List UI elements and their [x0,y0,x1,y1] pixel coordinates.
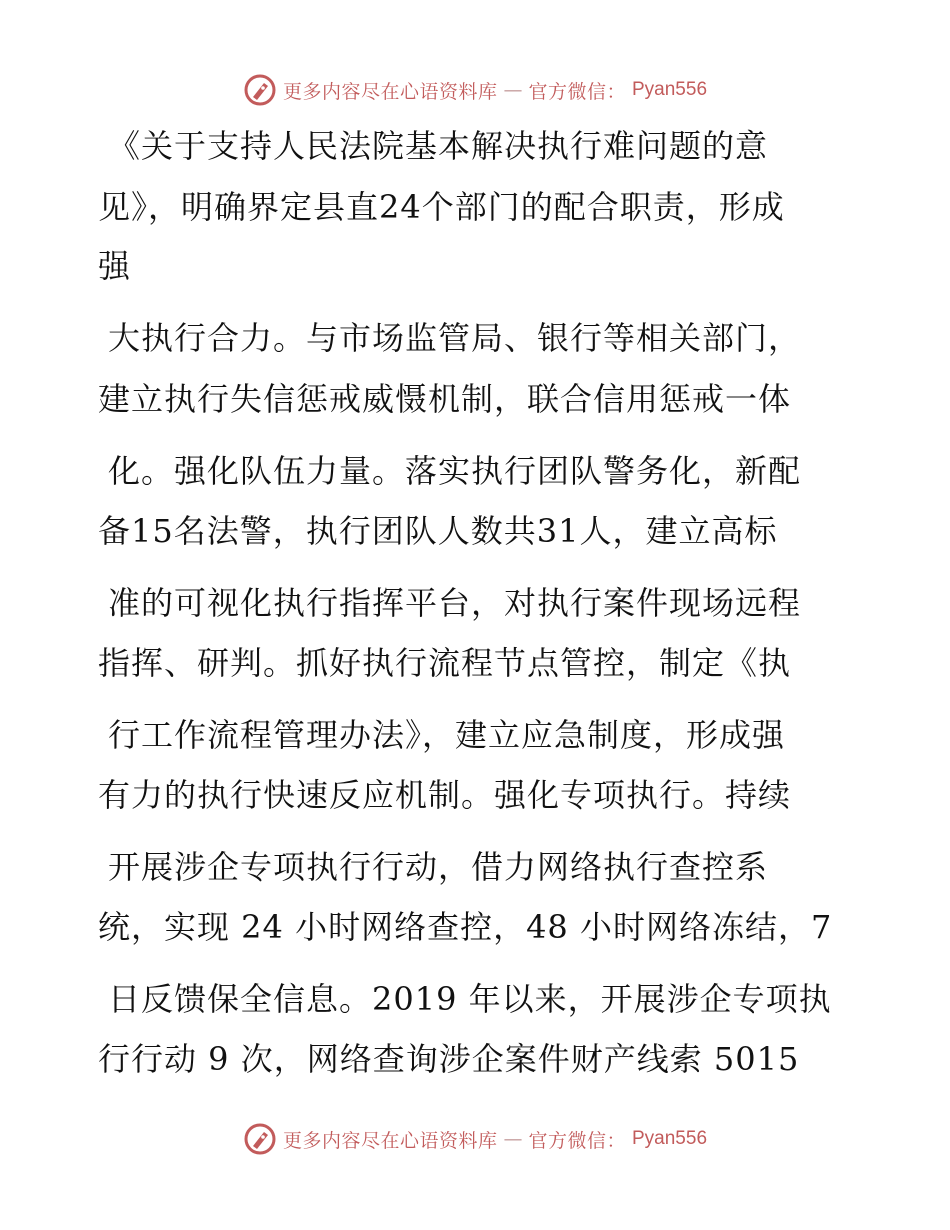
body-line: 《关于支持人民法院基本解决执行难问题的意 [108,127,769,165]
body-line: 大执行合力。与市场监管局、银行等相关部门， [108,319,802,357]
body-line: 行工作流程管理办法》，建立应急制度，形成强 [108,716,786,754]
footer-watermark [0,1119,950,1159]
body-line: 统，实现 24 小时网络查控，48 小时网络冻结，7 [98,908,833,946]
body-line: 建立执行失信惩戒威慑机制，联合信用惩戒一体 [98,380,792,418]
watermark-account: Pyan556 [632,79,708,100]
body-line: 化。强化队伍力量。落实执行团队警务化，新配 [108,452,802,490]
body-line: 行行动 9 次，网络查询涉企案件财产线索 5015 [98,1040,800,1078]
body-line: 备15名法警，执行团队人数共31人，建立高标 [98,512,778,550]
body-line: 日反馈保全信息。2019 年以来，开展涉企专项执 [108,980,832,1018]
body-line: 开展涉企专项执行行动，借力网络执行查控系 [108,848,769,886]
pen-nib-circle-icon [243,1122,277,1156]
body-line: 强 [98,247,132,285]
watermark-suffix: 官方微信： [528,1129,626,1152]
watermark-dash: — [503,1128,523,1150]
watermark-text: 更多内容尽在心语资料库 [282,80,498,103]
watermark-account: Pyan556 [632,1128,708,1149]
watermark-suffix: 官方微信： [528,80,626,103]
body-line: 指挥、研判。抓好执行流程节点管控，制定《执 [98,644,792,682]
body-line: 见》，明确界定县直24个部门的配合职责，形成 [98,188,785,226]
watermark-text: 更多内容尽在心语资料库 [282,1129,498,1152]
body-line: 准的可视化执行指挥平台，对执行案件现场远程 [108,584,802,622]
watermark-dash: — [503,79,523,101]
body-line: 有力的执行快速反应机制。强化专项执行。持续 [98,776,792,814]
